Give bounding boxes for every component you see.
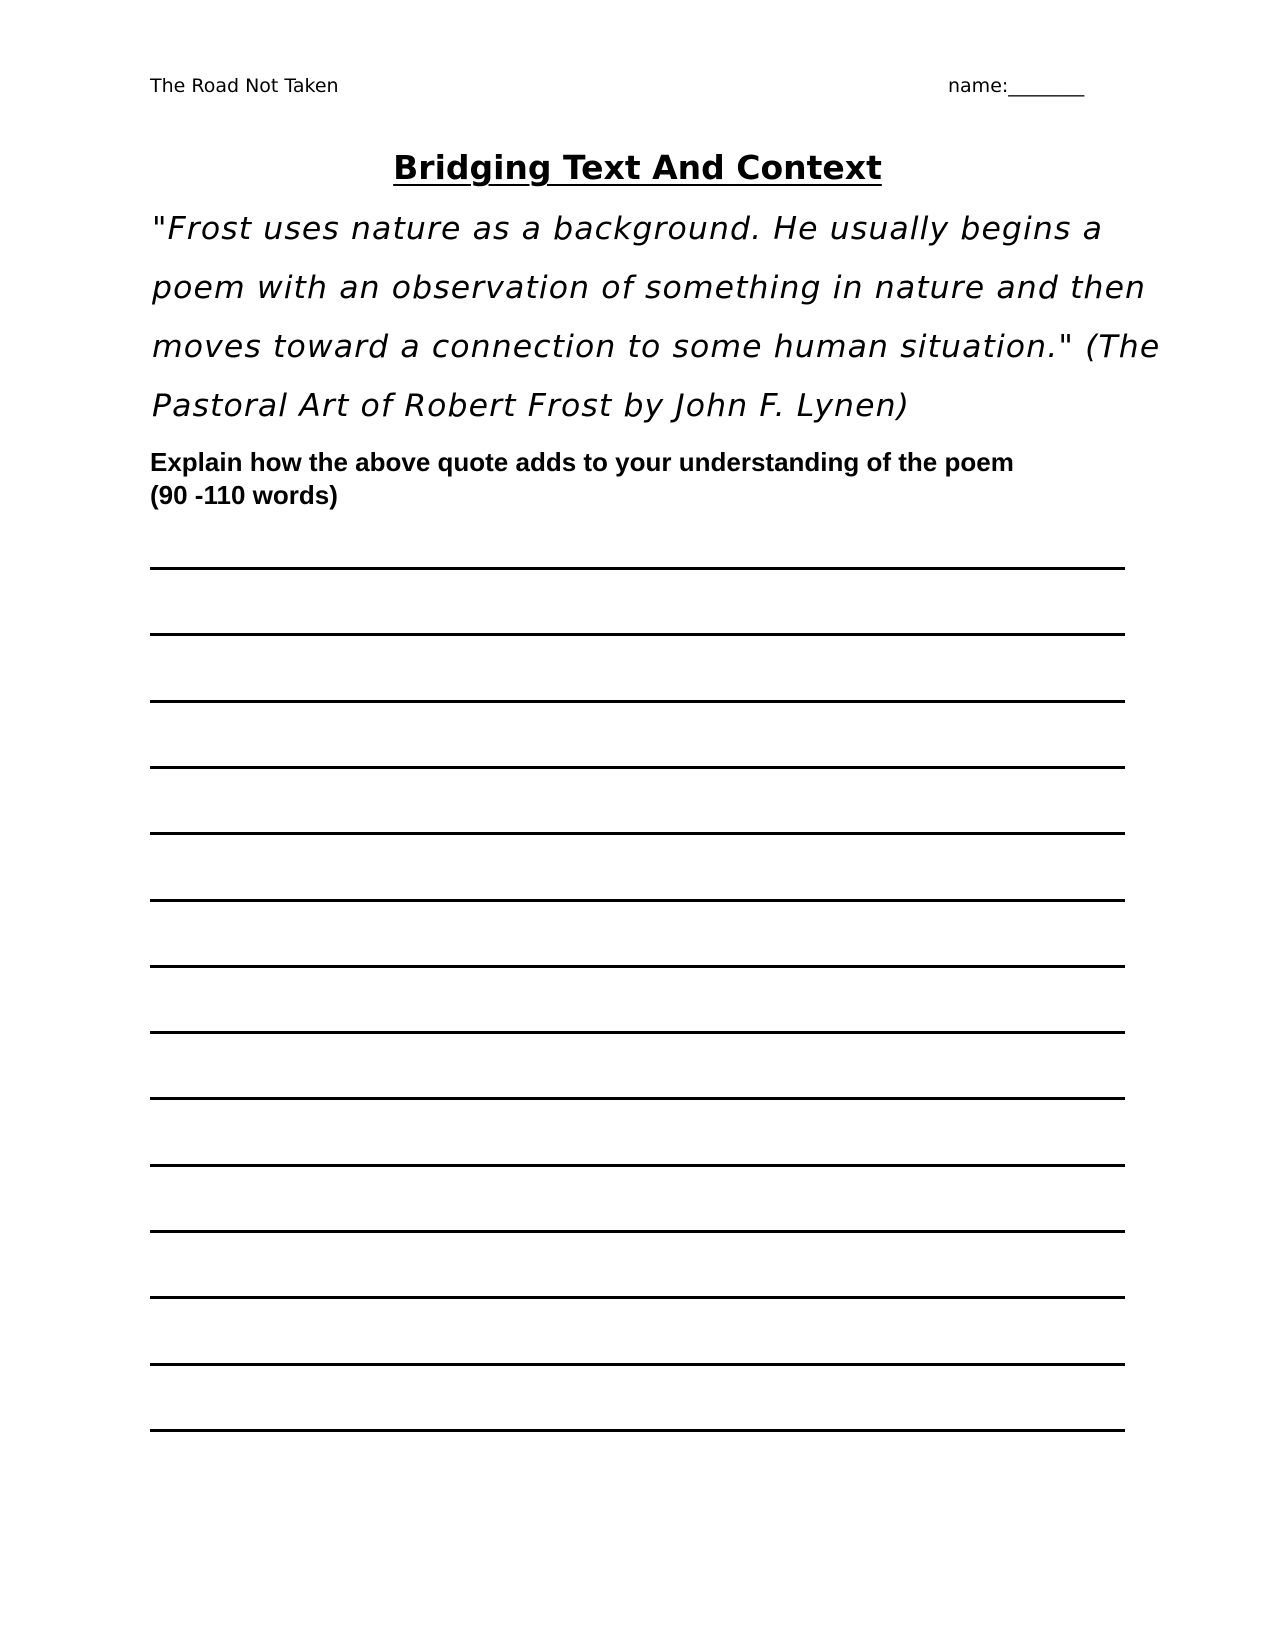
answer-line[interactable]	[150, 1429, 1125, 1432]
answer-lines[interactable]	[150, 0, 1161, 1651]
answer-line[interactable]	[150, 700, 1125, 703]
quote-line: "Frost uses nature as a background. He usually begins a	[152, 211, 1103, 247]
answer-line[interactable]	[150, 1031, 1125, 1034]
answer-line[interactable]	[150, 766, 1125, 769]
quote-line: Pastoral Art of Robert Frost by John F. Lynen)	[152, 388, 911, 424]
quote-line: poem with an observation of something in nature and then	[152, 270, 1147, 306]
answer-line[interactable]	[150, 1296, 1125, 1299]
prompt-line: Explain how the above quote adds to your understanding of the poem	[150, 447, 1014, 477]
answer-line[interactable]	[150, 633, 1125, 636]
answer-line[interactable]	[150, 567, 1125, 570]
answer-line[interactable]	[150, 965, 1125, 968]
answer-line[interactable]	[150, 1230, 1125, 1233]
page-heading: Bridging Text And Context	[393, 148, 882, 187]
prompt-line: (90 -110 words)	[150, 480, 338, 510]
quote-line: moves toward a connection to some human situation." (The	[152, 329, 1161, 365]
answer-line[interactable]	[150, 832, 1125, 835]
worksheet-title: The Road Not Taken	[150, 75, 339, 97]
answer-line[interactable]	[150, 899, 1125, 902]
name-field[interactable]: name:________	[948, 75, 1085, 97]
answer-line[interactable]	[150, 1363, 1125, 1366]
answer-line[interactable]	[150, 1097, 1125, 1100]
answer-line[interactable]	[150, 1164, 1125, 1167]
